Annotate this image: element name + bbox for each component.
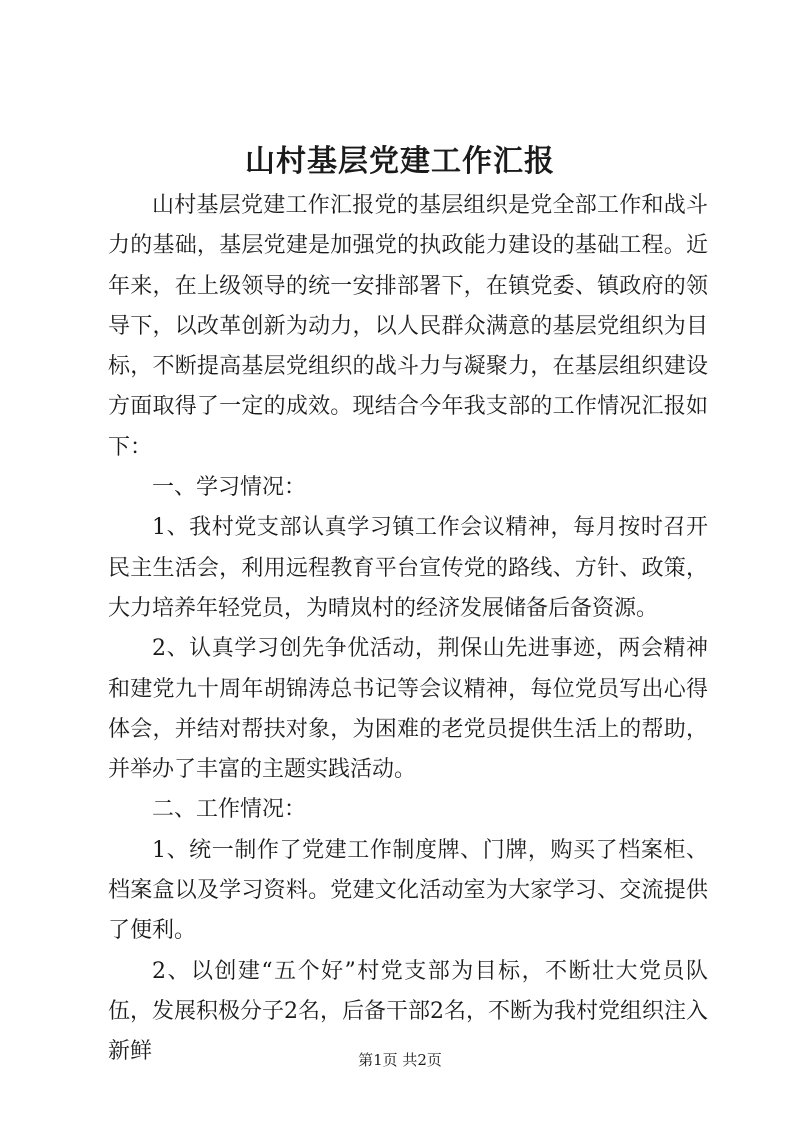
study-item-2: 2、认真学习创先争优活动，荆保山先进事迹，两会精神和建党九十周年胡锦涛总书记等会议精神，每位党员写出心得体会，并结对帮扶对象，为困难的老党员提供生活上的帮助，并举办了丰富的主题实践活动。	[108, 636, 708, 783]
section-heading-study: 一、学习情况：	[152, 475, 307, 501]
document-body	[108, 186, 708, 1073]
study-item-1: 1、我村党支部认真学习镇工作会议精神，每月按时召开民主生活会，利用远程教育平台宣传党的路线、方针、政策，大力培养年轻党员，为晴岚村的经济发展储备后备资源。	[108, 515, 708, 621]
section-heading-work: 二、工作情况：	[152, 797, 307, 823]
document-title: 山村基层党建工作汇报	[245, 144, 555, 179]
intro-paragraph: 山村基层党建工作汇报党的基层组织是党全部工作和战斗力的基础，基层党建是加强党的执政能力建设的基础工程。近年来，在上级领导的统一安排部署下，在镇党委、镇政府的领导下，以改革创新为动力，以人民群众满意的基层党组织为目标，不断提高基层党组织的战斗力与凝聚力，在基层组织建设方面取得了一定的成效。现结合今年我支部的工作情况汇报如下：	[108, 193, 708, 460]
work-item-1: 1、统一制作了党建工作制度牌、门牌，购买了档案柜、档案盒以及学习资料。党建文化活动室为大家学习、交流提供了便利。	[108, 837, 708, 944]
work-item-2: 2、以创建“五个好”村党支部为目标，不断壮大党员队伍，发展积极分子2名，后备干部2名，不断为我村党组织注入新鲜	[108, 958, 708, 1065]
page-footer: 第1页 共2页	[358, 1051, 442, 1069]
